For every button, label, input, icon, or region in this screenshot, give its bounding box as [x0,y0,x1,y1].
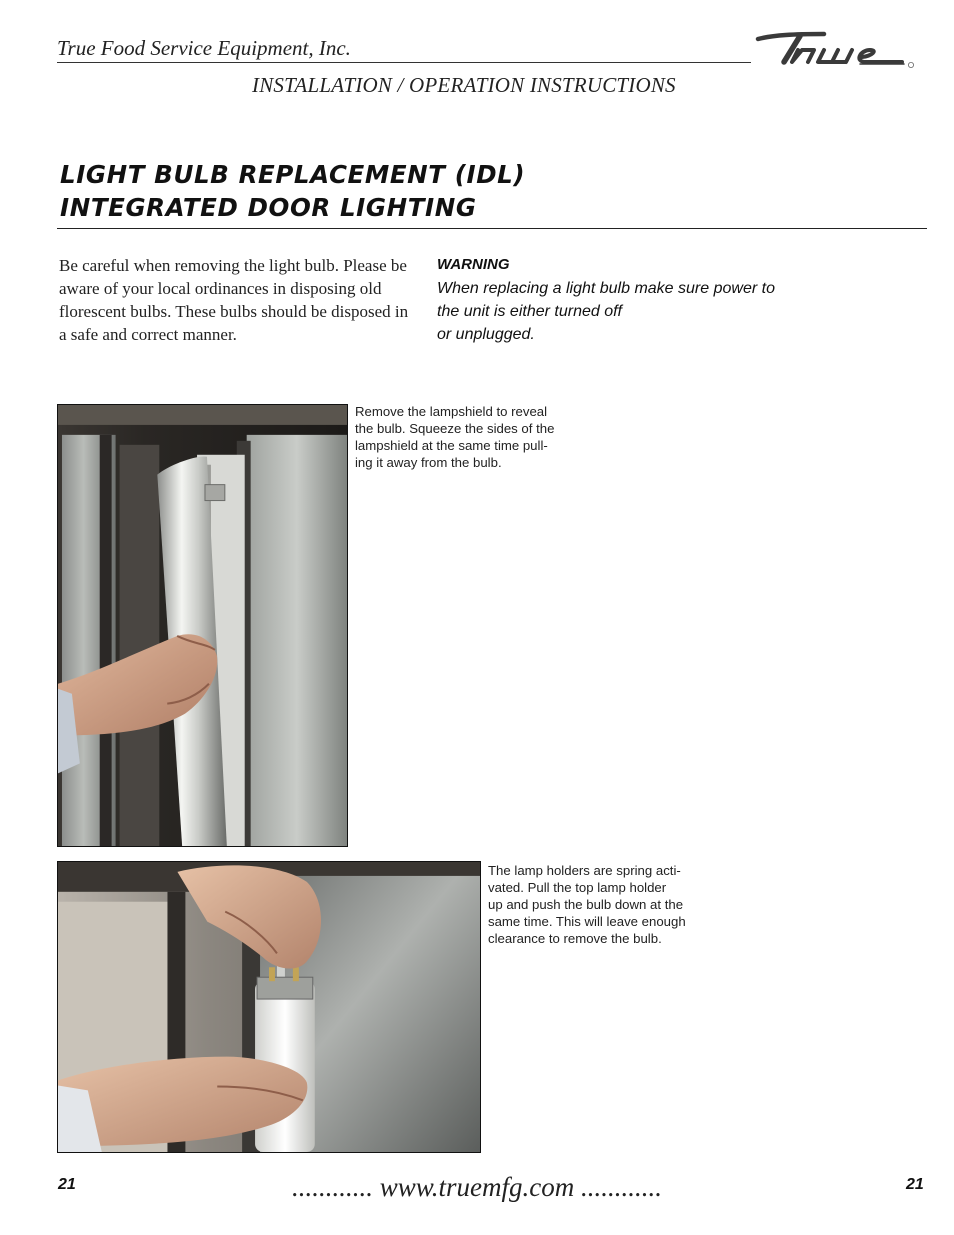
caption-line: the bulb. Squeeze the sides of the [355,421,555,436]
bulb-photo-image [58,862,480,1152]
caption-line: vated. Pull the top lamp holder [488,880,667,895]
lampshield-photo-image [58,405,347,846]
footer-website: ............ www.truemfg.com ............ [292,1172,662,1202]
warning-block [437,255,797,346]
caption-line: same time. This will leave enough [488,914,686,929]
caption-line: Remove the lampshield to reveal [355,404,548,419]
company-name: True Food Service Equipment, Inc. [57,36,351,60]
caption-line: ing it away from the bulb. [355,455,502,470]
warning-line: or unplugged. [437,326,535,343]
page-title [60,158,525,224]
step-2-caption [488,862,718,947]
document-subtitle: INSTALLATION / OPERATION INSTRUCTIONS [252,73,676,97]
true-logo [754,26,918,72]
page-number-right: 21 [906,1176,924,1193]
warning-line: When replacing a light bulb make sure power to [437,280,775,297]
page-number-left: 21 [58,1176,76,1193]
bulb-removal-photo [57,861,481,1153]
intro-paragraph: Be careful when removing the light bulb. Please be aware of your local ordinances in disposing old florescent bulbs. These bulbs should be disposed in a safe and correct manner. [59,256,409,344]
lampshield-removal-photo [57,404,348,847]
caption-line: lampshield at the same time pull- [355,438,548,453]
warning-heading: WARNING [437,256,510,273]
title-line-2: INTEGRATED DOOR LIGHTING [60,193,477,222]
header-rule [57,62,751,63]
warning-line: the unit is either turned off [437,303,622,320]
caption-line: The lamp holders are spring acti- [488,863,681,878]
caption-line: clearance to remove the bulb. [488,931,662,946]
title-rule [57,228,927,229]
true-logo-icon [754,26,918,72]
caption-line: up and push the bulb down at the [488,897,684,912]
step-1-caption [355,403,585,471]
title-line-1: LIGHT BULB REPLACEMENT (IDL) [60,160,526,189]
